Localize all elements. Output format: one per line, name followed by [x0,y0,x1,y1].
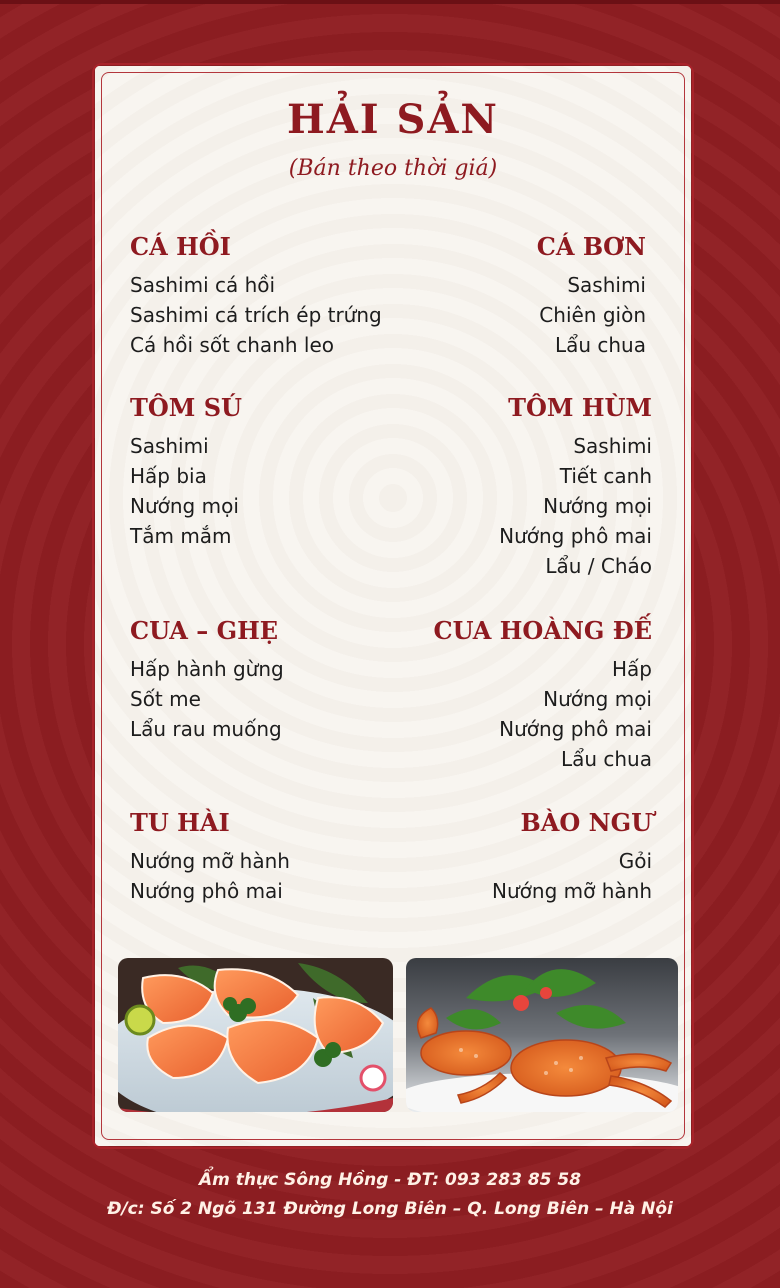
menu-item: Sashimi cá hồi [130,273,276,297]
section-bao-ngu [372,808,652,906]
section-tom-hum [372,393,652,581]
menu-item: Lẩu rau muống [130,717,282,741]
section-heading: TÔM HÙM [508,393,652,422]
section-tom-su [130,393,410,551]
menu-item: Nướng phô mai [130,879,283,903]
section-heading: TU HÀI [130,808,230,837]
menu-item: Nướng mỡ hành [130,849,290,873]
menu-item: Nướng phô mai [499,717,652,741]
menu-item: Nướng mọi [543,494,652,518]
menu-item: Lẩu / Cháo [545,554,652,578]
menu-item: Hấp [612,657,652,681]
footer-contact: Ẩm thực Sông Hồng - ĐT: 093 283 85 58 [198,1170,582,1190]
section-cua-hoang-de [372,616,652,774]
menu-item: Tiết canh [559,464,652,488]
menu-item: Nướng mọi [543,687,652,711]
menu-item: Nướng phô mai [499,524,652,548]
steamed-crab-photo [406,958,678,1112]
menu-item: Hấp bia [130,464,207,488]
menu-item: Sashimi [130,434,209,458]
footer-address: Đ/c: Số 2 Ngõ 131 Đường Long Biên – Q. Long Biên – Hà Nội [107,1199,673,1219]
menu-item: Nướng mọi [130,494,239,518]
section-heading: CUA HOÀNG ĐẾ [433,616,652,645]
section-tu-hai [130,808,410,906]
page-title: HẢI SẢN [287,96,499,143]
menu-item: Sashimi [573,434,652,458]
menu-item: Sashimi [567,273,646,297]
section-heading: CÁ HỒI [130,232,231,261]
menu-item: Cá hồi sốt chanh leo [130,333,334,357]
section-ca-bon [366,232,646,360]
section-cua-ghe [130,616,410,744]
top-border [0,0,780,4]
menu-item: Chiên giòn [539,303,646,327]
menu-item: Nướng mỡ hành [492,879,652,903]
menu-item: Lẩu chua [560,747,652,771]
menu-item: Hấp hành gừng [130,657,284,681]
section-heading: CÁ BƠN [536,232,646,261]
menu-item: Lẩu chua [554,333,646,357]
page-subtitle: (Bán theo thời giá) [288,156,498,181]
section-heading: BÀO NGƯ [520,808,652,837]
menu-item: Gỏi [618,849,652,873]
section-heading: TÔM SÚ [130,393,242,422]
menu-item: Tắm mắm [130,524,232,548]
section-heading: CUA – GHẸ [130,616,279,645]
menu-item: Sashimi cá trích ép trứng [130,303,382,327]
menu-item: Sốt me [130,687,201,711]
salmon-sashimi-photo [118,958,393,1112]
